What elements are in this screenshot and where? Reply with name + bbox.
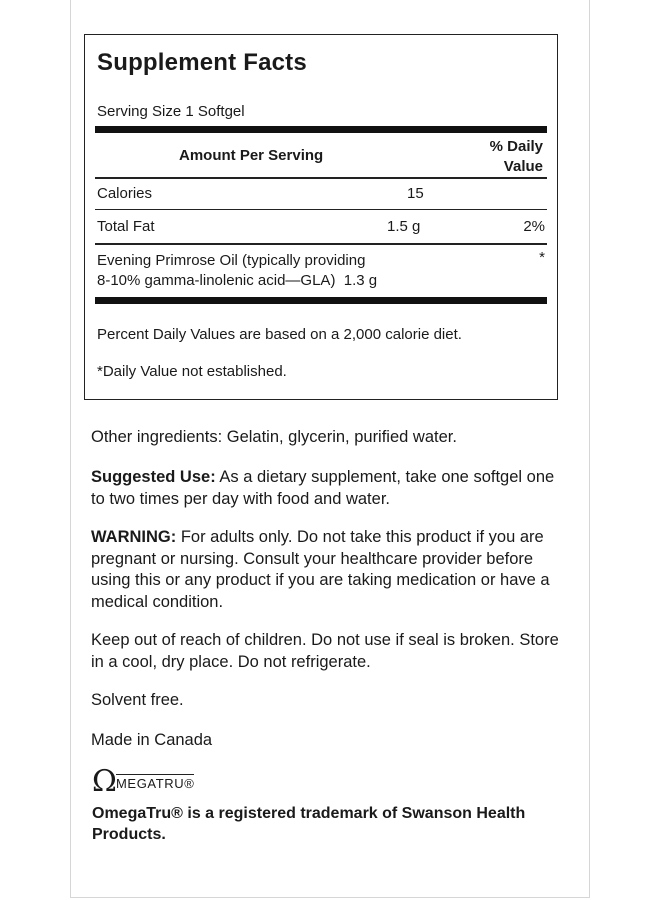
ingredient-amount: 1.3 g	[343, 272, 378, 289]
solvent-free: Solvent free.	[91, 691, 184, 709]
warning-text: For adults only. Do not take this product if you are pregnant or nursing. Consult your healthcare provider before using this or any product if you are taking medication or have a medical condition.	[91, 528, 550, 611]
ingredient-name	[97, 251, 377, 291]
warning	[91, 527, 571, 613]
facts-title: Supplement Facts	[97, 49, 307, 76]
header-dv-line2: Value	[503, 158, 543, 175]
suggested-use	[91, 467, 571, 510]
ingredient-line2-wrap	[97, 271, 377, 291]
row-total-fat-amount: 1.5 g	[387, 218, 421, 235]
divider-thick	[95, 297, 547, 304]
header-dv-line1: % Daily	[489, 138, 543, 155]
row-total-fat-name: Total Fat	[97, 218, 155, 235]
omega-icon: Ω	[92, 764, 117, 799]
warning-label: WARNING:	[91, 528, 177, 546]
row-total-fat-dv: 2%	[523, 218, 545, 235]
trademark-notice: OmegaTru® is a registered trademark of Swanson Health Products.	[92, 805, 526, 843]
header-amount-per-serving: Amount Per Serving	[179, 147, 324, 164]
row-calories-amount: 15	[407, 185, 424, 202]
ingredient-line2: 8-10% gamma-linolenic acid—GLA)	[97, 272, 336, 289]
footnote-daily-values: Percent Daily Values are based on a 2,000 calorie diet.	[97, 326, 462, 343]
ingredient-dv: *	[539, 249, 545, 266]
header-daily-value	[490, 137, 543, 177]
serving-size: Serving Size 1 Softgel	[97, 103, 245, 120]
made-in: Made in Canada	[91, 731, 213, 749]
suggested-use-text: As a dietary supplement, take one softgel one to two times per day with food and water.	[91, 468, 555, 508]
storage-instructions: Keep out of reach of children. Do not use if seal is broken. Store in a cool, dry place. Do not refrigerate.	[91, 631, 559, 671]
logo-word: MEGATRU®	[116, 776, 195, 791]
row-calories-name: Calories	[97, 185, 153, 202]
ingredient-line1: Evening Primrose Oil (typically providing	[97, 252, 366, 269]
other-ingredients: Other ingredients: Gelatin, glycerin, purified water.	[91, 428, 457, 446]
divider	[95, 209, 547, 210]
divider	[95, 243, 547, 245]
divider-thick	[95, 126, 547, 133]
supplement-facts-panel	[84, 34, 558, 400]
divider	[95, 177, 547, 179]
suggested-use-label: Suggested Use:	[91, 468, 216, 486]
footnote-not-established: *Daily Value not established.	[97, 363, 287, 380]
